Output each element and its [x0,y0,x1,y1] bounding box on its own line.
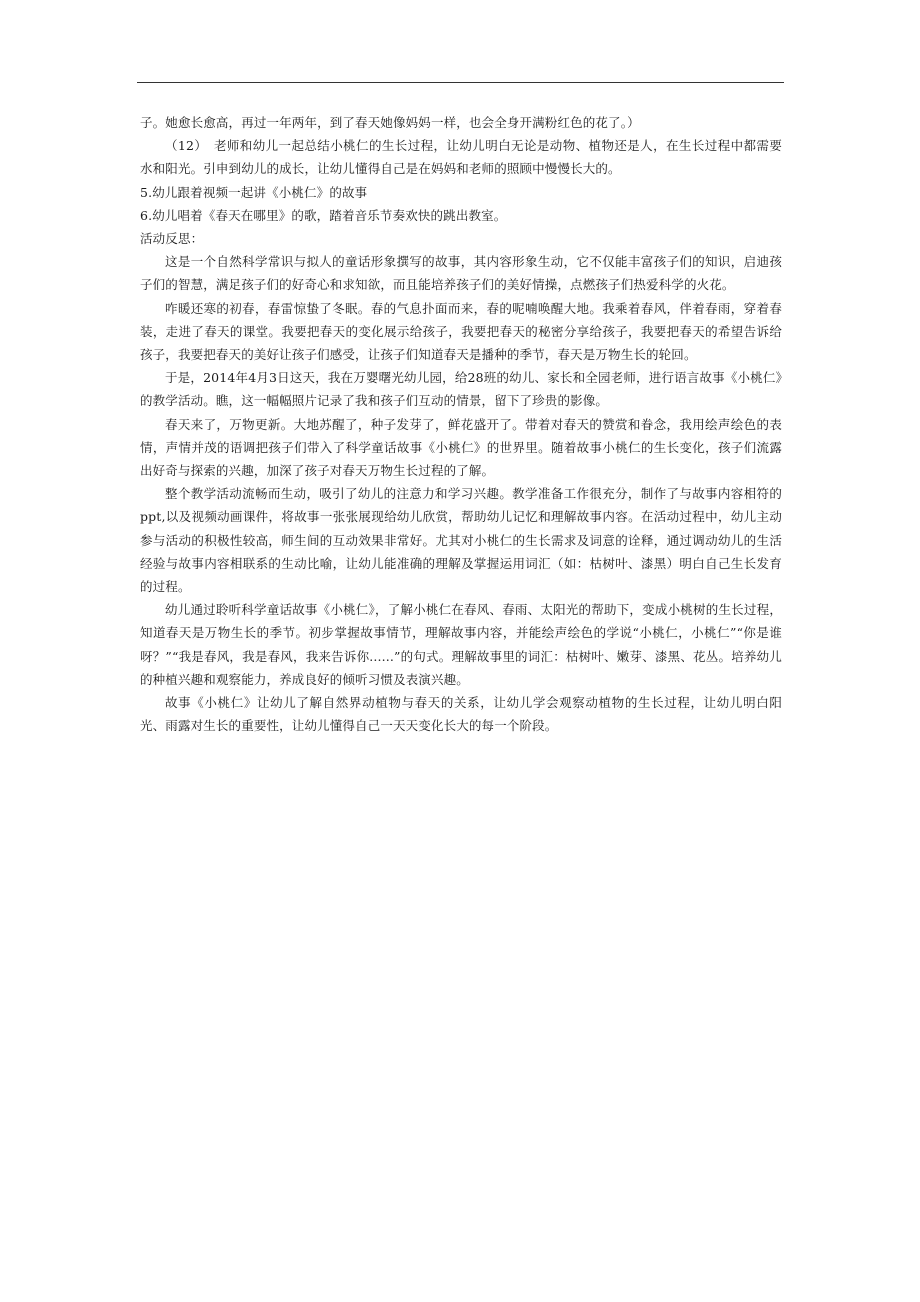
paragraph-continuation: 子。她愈长愈高，再过一年两年，到了春天她像妈妈一样，也会全身开满粉红色的花了。） [140,115,640,130]
paragraph-reflection-4: 春天来了，万物更新。大地苏醒了，种子发芽了，鲜花盛开了。带着对春天的赞赏和眷念，我用绘声绘色的表情，声情并茂的语调把孩子们带入了科学童话故事《小桃仁》的世界里。随着故事小桃仁的生长变化，孩子们流露出好奇与探索的兴趣，加深了孩子对春天万物生长过程的了解。 [140,416,782,479]
header-rule [137,82,784,83]
paragraph-step-5: 5.幼儿跟着视频一起讲《小桃仁》的故事 [140,184,368,200]
paragraph-step-6: 6.幼儿唱着《春天在哪里》的歌，踏着音乐节奏欢快的跳出教室。 [140,207,507,223]
paragraph-reflection-1: 这是一个自然科学常识与拟人的童话形象撰写的故事，其内容形象生动，它不仅能丰富孩子们的知识，启迪孩子们的智慧，满足孩子们的好奇心和求知欲，而且能培养孩子们的美好情操，点燃孩子们热爱科学的火花。 [140,254,782,293]
paragraph-reflection-5: 整个教学活动流畅而生动，吸引了幼儿的注意力和学习兴趣。教学准备工作很充分，制作了与故事内容相符的ppt,以及视频动画课件，将故事一张张展现给幼儿欣赏，帮助幼儿记忆和理解故事内容。在活动过程中，幼儿主动参与活动的积极性较高，师生间的互动效果非常好。尤其对小桃仁的生长需求及词意的诠释，通过调动幼儿的生活经验与故事内容相联系的生动比喻，让幼儿能准确的理解及掌握运用词汇（如：枯树叶、漆黑）明白自己生长发育的过程。 [140,486,782,595]
paragraph-reflection-2: 咋暖还寒的初春，春雷惊蛰了冬眠。春的气息扑面而来，春的呢喃唤醒大地。我乘着春风，伴着春雨，穿着春装，走进了春天的课堂。我要把春天的变化展示给孩子，我要把春天的秘密分享给孩子，我要把春天的希望告诉给孩子，我要把春天的美好让孩子们感受，让孩子们知道春天是播种的季节，春天是万物生长的轮回。 [140,300,782,363]
paragraph-step-12: （12） 老师和幼儿一起总结小桃仁的生长过程，让幼儿明白无论是动物、植物还是人，在生长过程中都需要水和阳光。引申到幼儿的成长，让幼儿懂得自己是在妈妈和老师的照顾中慢慢长大的。 [140,138,782,177]
paragraph-reflection-6: 幼儿通过聆听科学童话故事《小桃仁》，了解小桃仁在春风、春雨、太阳光的帮助下，变成小桃树的生长过程，知道春天是万物生长的季节。初步掌握故事情节，理解故事内容，并能绘声绘色的学说“小桃仁，小桃仁”“你是谁呀？”“我是春风，我是春风，我来告诉你......”的句式。理解故事里的词汇：枯树叶、嫩芽、漆黑、花丛。培养幼儿的种植兴趣和观察能力，养成良好的倾听习惯及表演兴趣。 [140,602,782,687]
section-heading-reflection: 活动反思： [140,231,204,247]
document-body [140,111,782,737]
paragraph-reflection-3: 于是，2014年4月3日这天，我在万婴曙光幼儿园，给28班的幼儿、家长和全园老师，进行语言故事《小桃仁》的教学活动。瞧，这一幅幅照片记录了我和孩子们互动的情景，留下了珍贵的影像。 [140,370,782,409]
paragraph-reflection-7: 故事《小桃仁》让幼儿了解自然界动植物与春天的关系，让幼儿学会观察动植物的生长过程，让幼儿明白阳光、雨露对生长的重要性，让幼儿懂得自己一天天变化长大的每一个阶段。 [140,695,782,734]
